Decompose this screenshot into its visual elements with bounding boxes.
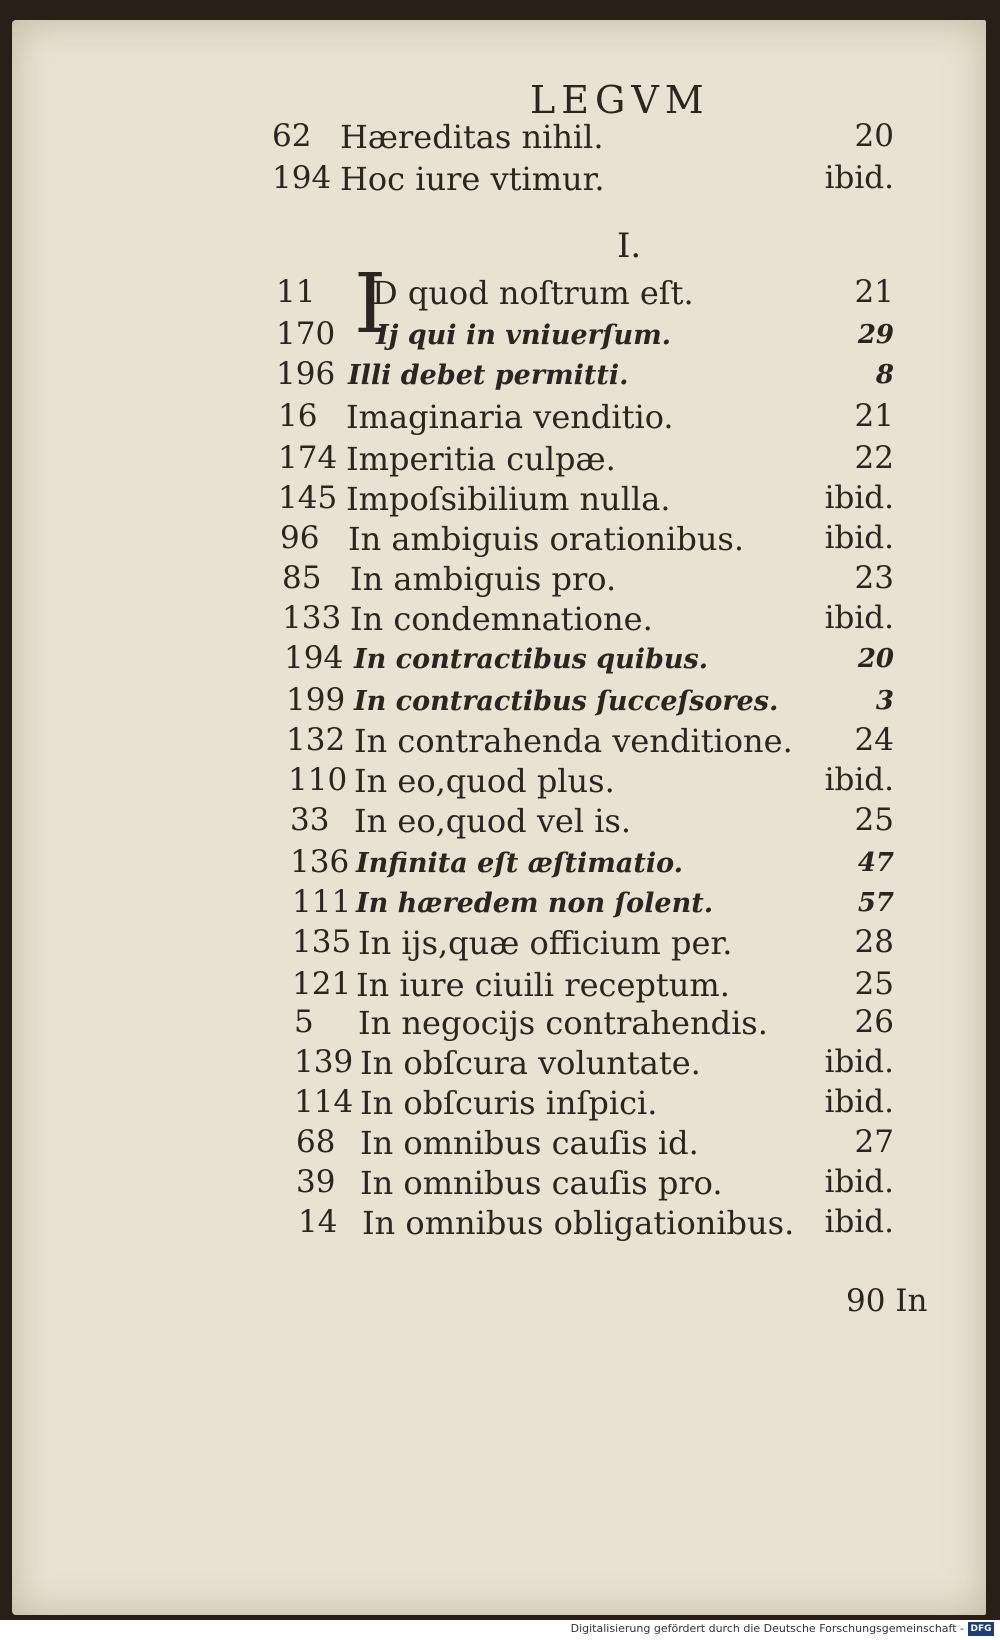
section-letter: I. bbox=[617, 226, 642, 266]
law-number: 85 bbox=[282, 560, 322, 596]
index-row bbox=[292, 966, 894, 1006]
page-reference: 25 bbox=[854, 802, 894, 838]
law-number: 110 bbox=[288, 762, 348, 798]
rule-title: In omnibus obligationibus. bbox=[362, 1204, 795, 1242]
page-reference: 28 bbox=[854, 924, 894, 960]
law-number: 14 bbox=[298, 1204, 338, 1240]
rule-title: Infinita eſt æſtimatio. bbox=[356, 848, 684, 879]
page-reference: 24 bbox=[854, 722, 894, 758]
law-number: 132 bbox=[286, 722, 346, 758]
rule-title: In obſcuris inſpici. bbox=[360, 1084, 658, 1122]
page-reference: 25 bbox=[854, 966, 894, 1002]
index-row bbox=[278, 440, 894, 480]
rule-title: In omnibus cauſis id. bbox=[360, 1124, 699, 1162]
law-number: 194 bbox=[284, 640, 344, 676]
law-number: 133 bbox=[282, 600, 342, 636]
law-number: 114 bbox=[294, 1084, 354, 1120]
dfg-logo: DFG bbox=[968, 1622, 994, 1636]
page-reference: 20 bbox=[854, 118, 894, 154]
page-reference: 3 bbox=[875, 686, 894, 716]
law-number: 68 bbox=[296, 1124, 336, 1160]
page-reference: ibid. bbox=[824, 762, 894, 798]
funding-note: Digitalisierung gefördert durch die Deutsche Forschungsgemeinschaft - bbox=[570, 1622, 964, 1635]
index-row bbox=[294, 1084, 894, 1124]
page-reference: 26 bbox=[854, 1004, 894, 1040]
rule-title: Impoſsibilium nulla. bbox=[346, 480, 671, 518]
rule-title: In contractibus quibus. bbox=[354, 644, 709, 675]
rule-title: In eo,quod plus. bbox=[354, 762, 615, 800]
running-header: LEGVM bbox=[530, 78, 710, 122]
index-row bbox=[286, 722, 894, 762]
rule-title: In ijs,quæ officium per. bbox=[358, 924, 733, 962]
page-reference: ibid. bbox=[824, 1084, 894, 1120]
page-reference: 29 bbox=[857, 320, 894, 350]
index-row bbox=[284, 640, 894, 680]
rule-title: Imaginaria venditio. bbox=[346, 398, 674, 436]
index-row bbox=[280, 520, 894, 560]
index-row bbox=[276, 356, 894, 396]
law-number: 39 bbox=[296, 1164, 336, 1200]
index-row bbox=[286, 682, 894, 722]
page-reference: 57 bbox=[857, 888, 894, 918]
index-row bbox=[292, 924, 894, 964]
rule-title: D quod noſtrum eſt. bbox=[372, 274, 694, 312]
rule-title: Hæreditas nihil. bbox=[340, 118, 604, 156]
law-number: 96 bbox=[280, 520, 320, 556]
page-reference: 8 bbox=[875, 360, 894, 390]
page-reference: ibid. bbox=[824, 480, 894, 516]
law-number: 135 bbox=[292, 924, 352, 960]
page-reference: ibid. bbox=[824, 600, 894, 636]
index-row bbox=[292, 884, 894, 924]
law-number: 139 bbox=[294, 1044, 354, 1080]
rule-title: In contractibus ſucceſsores. bbox=[354, 686, 779, 717]
page-reference: 20 bbox=[857, 644, 894, 674]
page-reference: 23 bbox=[854, 560, 894, 596]
law-number: 174 bbox=[278, 440, 338, 476]
index-row bbox=[298, 1204, 894, 1244]
rule-title: In hæredem non ſolent. bbox=[356, 888, 714, 919]
index-row bbox=[290, 844, 894, 884]
law-number: 145 bbox=[278, 480, 338, 516]
index-row bbox=[278, 480, 894, 520]
index-row bbox=[278, 398, 894, 438]
rule-title: Hoc iure vtimur. bbox=[340, 160, 605, 198]
index-row bbox=[294, 1044, 894, 1084]
law-number: 5 bbox=[294, 1004, 314, 1040]
catchword: 90 In bbox=[846, 1283, 928, 1319]
page-reference: 47 bbox=[857, 848, 894, 878]
drop-capital: I bbox=[354, 257, 387, 352]
rule-title: In eo,quod vel is. bbox=[354, 802, 632, 840]
rule-title: In condemnatione. bbox=[350, 600, 653, 638]
index-row bbox=[288, 762, 894, 802]
page-reference: 21 bbox=[854, 274, 894, 310]
index-row bbox=[296, 1124, 894, 1164]
index-row bbox=[272, 118, 894, 158]
index-row bbox=[276, 316, 894, 356]
index-row bbox=[290, 802, 894, 842]
page-reference: 27 bbox=[854, 1124, 894, 1160]
rule-title: Imperitia culpæ. bbox=[346, 440, 616, 478]
law-number: 196 bbox=[276, 356, 336, 392]
rule-title: In obſcura voluntate. bbox=[360, 1044, 701, 1082]
rule-title: Ij qui in vniuerſum. bbox=[376, 320, 672, 351]
rule-title: In negocijs contrahendis. bbox=[358, 1004, 768, 1042]
rule-title: Illi debet permitti. bbox=[348, 360, 629, 391]
page-reference: 21 bbox=[854, 398, 894, 434]
index-row bbox=[282, 560, 894, 600]
footer-bar bbox=[0, 1620, 1000, 1640]
law-number: 170 bbox=[276, 316, 336, 352]
law-number: 11 bbox=[276, 274, 316, 310]
law-number: 194 bbox=[272, 160, 332, 196]
law-number: 62 bbox=[272, 118, 312, 154]
index-row bbox=[296, 1164, 894, 1204]
rule-title: In ambiguis pro. bbox=[350, 560, 617, 598]
index-row bbox=[282, 600, 894, 640]
page-reference: ibid. bbox=[824, 1204, 894, 1240]
law-number: 199 bbox=[286, 682, 346, 718]
rule-title: In ambiguis orationibus. bbox=[348, 520, 745, 558]
law-number: 111 bbox=[292, 884, 352, 920]
index-row bbox=[294, 1004, 894, 1044]
law-number: 33 bbox=[290, 802, 330, 838]
rule-title: In iure ciuili receptum. bbox=[356, 966, 730, 1004]
index-row bbox=[276, 274, 894, 314]
rule-title: In omnibus cauſis pro. bbox=[360, 1164, 723, 1202]
law-number: 121 bbox=[292, 966, 352, 1002]
page-reference: 22 bbox=[854, 440, 894, 476]
page-reference: ibid. bbox=[824, 1044, 894, 1080]
law-number: 136 bbox=[290, 844, 350, 880]
rule-title: In contrahenda venditione. bbox=[354, 722, 793, 760]
page-reference: ibid. bbox=[824, 1164, 894, 1200]
law-number: 16 bbox=[278, 398, 318, 434]
page-reference: ibid. bbox=[824, 160, 894, 196]
index-row bbox=[272, 160, 894, 200]
page-reference: ibid. bbox=[824, 520, 894, 556]
